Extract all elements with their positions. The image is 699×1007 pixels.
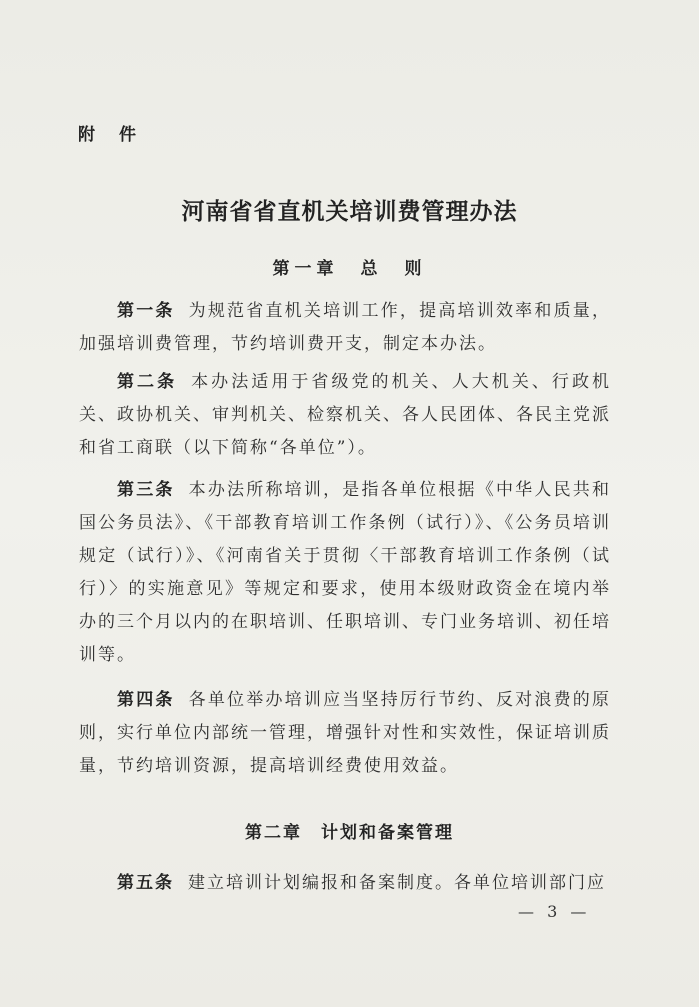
page-number: — 3 — [518,902,591,921]
article-text: 本办法适用于省级党的机关、人大机关、行政机关、政协机关、审判机关、检察机关、各人民团体、各民主党派和省工商联（以下简称“各单位”）。 [79,372,612,458]
article-2 [79,366,611,465]
article-label: 第一条 [117,301,175,321]
article-label: 第五条 [117,873,174,893]
article-text: 建立培训计划编报和备案制度。各单位培训部门应 [188,873,606,893]
article-label: 第二条 [117,372,178,392]
article-text: 为规范省直机关培训工作，提高培训效率和质量，加强培训费管理，节约培训费开支，制定本办法。 [79,301,611,354]
article-1 [79,295,611,361]
article-text: 各单位举办培训应当坚持厉行节约、反对浪费的原则，实行单位内部统一管理，增强针对性和实效性，保证培训质量，节约培训资源，提高培训经费使用效益。 [79,690,611,776]
chapter-two-heading: 第二章 计划和备案管理 [245,823,454,843]
document-title: 河南省省直机关培训费管理办法 [181,199,518,225]
article-4 [79,684,611,783]
article-5 [79,867,611,900]
article-label: 第四条 [117,690,175,710]
article-label: 第三条 [117,480,175,500]
article-text: 本办法所称培训，是指各单位根据《中华人民共和国公务员法》、《干部教育培训工作条例（试行）》、《公务员培训规定（试行）》、《河南省关于贯彻〈干部教育培训工作条例（试行）〉的实施意见》等规定和要求，使用本级财政资金在境内举办的三个月以内的在职培训、任职培训、专门业务培训、初任培训等。 [79,480,611,665]
chapter-one-heading: 第一章 总 则 [272,259,427,279]
attachment-label: 附件 [78,125,160,145]
article-3 [79,474,611,672]
